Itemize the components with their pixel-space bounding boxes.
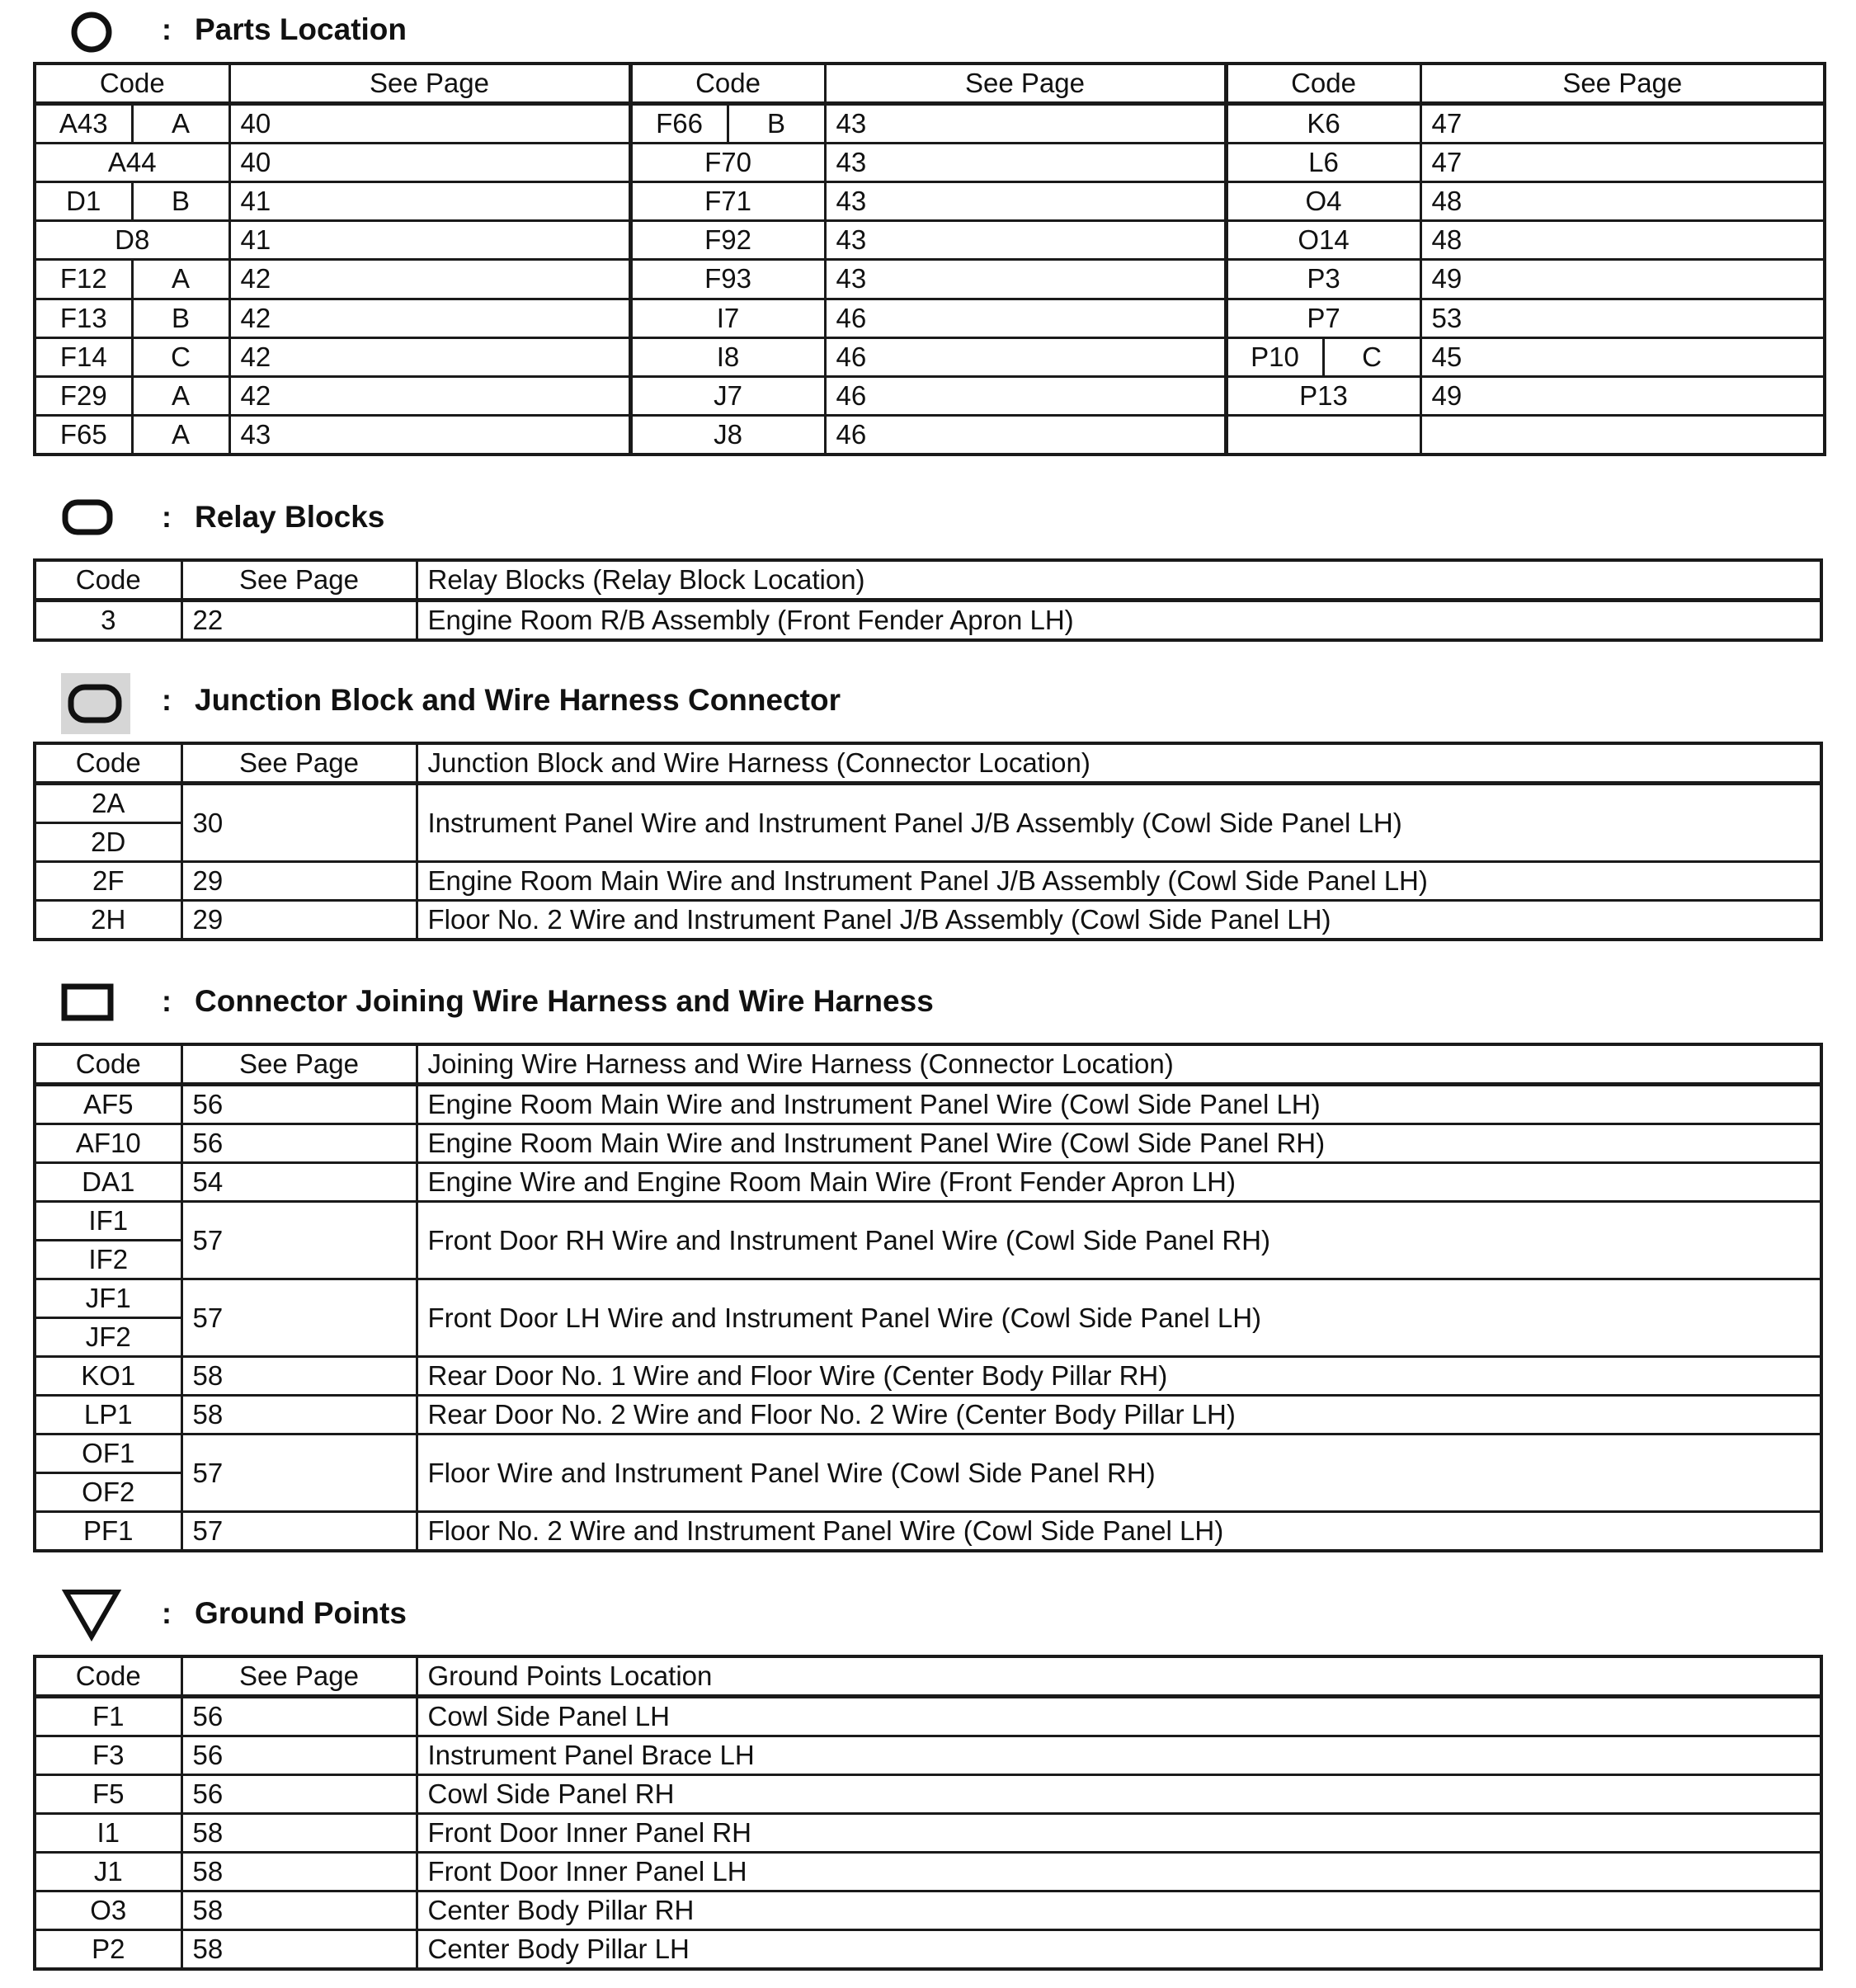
sub-code-cell: A <box>132 260 229 299</box>
table-row <box>35 260 1825 299</box>
page-cell: 49 <box>1420 260 1825 299</box>
page-cell: 58 <box>181 1357 417 1396</box>
code-cell: A43 <box>35 104 132 144</box>
table-row <box>35 299 1825 337</box>
column-header-code: Code <box>1226 64 1420 104</box>
code-cell: DA1 <box>35 1163 181 1202</box>
connector-joining-table <box>33 1043 1823 1552</box>
page-cell: 49 <box>1420 376 1825 415</box>
table-row <box>35 862 1821 901</box>
location-cell: Center Body Pillar RH <box>417 1891 1821 1930</box>
table-row <box>35 1891 1821 1930</box>
page-cell: 40 <box>229 144 630 182</box>
location-cell: Engine Room Main Wire and Instrument Panel Wire (Cowl Side Panel LH) <box>417 1085 1821 1124</box>
page-cell: 58 <box>181 1930 417 1970</box>
code-cell: I1 <box>35 1814 181 1853</box>
code-cell: 2A <box>35 784 181 823</box>
code-cell: F65 <box>35 415 132 455</box>
page-cell: 29 <box>181 862 417 901</box>
code-cell: F70 <box>630 144 825 182</box>
page-cell: 40 <box>229 104 630 144</box>
code-cell: J1 <box>35 1853 181 1891</box>
table-row <box>35 1512 1821 1552</box>
location-cell: Front Door Inner Panel LH <box>417 1853 1821 1891</box>
code-cell: OF1 <box>35 1434 181 1473</box>
code-cell: 3 <box>35 601 181 641</box>
column-header-location: Ground Points Location <box>417 1656 1821 1697</box>
table-row <box>35 182 1825 221</box>
page-cell: 56 <box>181 1085 417 1124</box>
table-row <box>35 1697 1821 1736</box>
column-header-see-page: See Page <box>825 64 1226 104</box>
code-cell: I7 <box>630 299 825 337</box>
page-cell: 57 <box>181 1434 417 1512</box>
code-cell <box>1226 415 1420 455</box>
code-cell: 2F <box>35 862 181 901</box>
table-row <box>35 221 1825 260</box>
code-cell: IF2 <box>35 1241 181 1279</box>
code-cell: P10 <box>1226 337 1323 376</box>
page-cell: 30 <box>181 784 417 862</box>
location-cell: Front Door RH Wire and Instrument Panel Wire (Cowl Side Panel RH) <box>417 1202 1821 1279</box>
table-row <box>35 601 1821 641</box>
column-header-code: Code <box>35 1656 181 1697</box>
code-cell: I8 <box>630 337 825 376</box>
page-cell: 57 <box>181 1202 417 1279</box>
table-row <box>35 1279 1821 1318</box>
column-header-see-page: See Page <box>229 64 630 104</box>
table-row <box>35 144 1825 182</box>
code-cell: P7 <box>1226 299 1420 337</box>
location-cell: Engine Wire and Engine Room Main Wire (Front Fender Apron LH) <box>417 1163 1821 1202</box>
section-colon: : <box>162 1596 172 1630</box>
table-row <box>35 1357 1821 1396</box>
page-cell: 29 <box>181 901 417 940</box>
ground-points-table <box>33 1655 1823 1971</box>
code-cell: OF2 <box>35 1473 181 1512</box>
column-header-code: Code <box>35 560 181 601</box>
sub-code-cell: C <box>132 337 229 376</box>
code-cell: F3 <box>35 1736 181 1775</box>
section-colon: : <box>162 984 172 1018</box>
page-cell: 47 <box>1420 144 1825 182</box>
page-cell: 41 <box>229 221 630 260</box>
table-row <box>35 1163 1821 1202</box>
location-cell: Instrument Panel Wire and Instrument Panel J/B Assembly (Cowl Side Panel LH) <box>417 784 1821 862</box>
table-row <box>35 1396 1821 1434</box>
page-cell: 46 <box>825 337 1226 376</box>
code-cell: F92 <box>630 221 825 260</box>
sub-code-cell: A <box>132 104 229 144</box>
column-header-location: Relay Blocks (Relay Block Location) <box>417 560 1821 601</box>
section-colon: : <box>162 683 172 717</box>
section-title: Relay Blocks <box>195 500 385 534</box>
page-cell: 56 <box>181 1124 417 1163</box>
code-cell: PF1 <box>35 1512 181 1552</box>
section-colon: : <box>162 12 172 46</box>
code-cell: AF5 <box>35 1085 181 1124</box>
code-cell: D1 <box>35 182 132 221</box>
location-cell: Engine Room Main Wire and Instrument Panel J/B Assembly (Cowl Side Panel LH) <box>417 862 1821 901</box>
page-cell: 47 <box>1420 104 1825 144</box>
code-cell: L6 <box>1226 144 1420 182</box>
table-row <box>35 1434 1821 1473</box>
location-cell: Center Body Pillar LH <box>417 1930 1821 1970</box>
column-header-location: Junction Block and Wire Harness (Connector Location) <box>417 743 1821 784</box>
location-cell: Cowl Side Panel RH <box>417 1775 1821 1814</box>
code-cell: O3 <box>35 1891 181 1930</box>
code-cell: JF1 <box>35 1279 181 1318</box>
location-cell: Engine Room R/B Assembly (Front Fender Apron LH) <box>417 601 1821 641</box>
column-header-code: Code <box>35 64 229 104</box>
page-cell: 43 <box>229 415 630 455</box>
location-cell: Floor Wire and Instrument Panel Wire (Cowl Side Panel RH) <box>417 1434 1821 1512</box>
page-cell: 45 <box>1420 337 1825 376</box>
sub-code-cell: B <box>728 104 825 144</box>
sub-code-cell: B <box>132 299 229 337</box>
code-cell: KO1 <box>35 1357 181 1396</box>
table-row <box>35 1124 1821 1163</box>
page-cell: 22 <box>181 601 417 641</box>
section-title: Junction Block and Wire Harness Connector <box>195 683 841 717</box>
sub-code-cell: B <box>132 182 229 221</box>
column-header-code: Code <box>35 743 181 784</box>
code-cell: 2H <box>35 901 181 940</box>
code-cell: F14 <box>35 337 132 376</box>
code-cell: F12 <box>35 260 132 299</box>
page-cell: 58 <box>181 1814 417 1853</box>
code-cell: A44 <box>35 144 229 182</box>
code-cell: JF2 <box>35 1318 181 1357</box>
section-colon: : <box>162 500 172 534</box>
table-row <box>35 1814 1821 1853</box>
code-cell: F66 <box>630 104 728 144</box>
code-cell: AF10 <box>35 1124 181 1163</box>
location-cell: Engine Room Main Wire and Instrument Panel Wire (Cowl Side Panel RH) <box>417 1124 1821 1163</box>
page-cell: 53 <box>1420 299 1825 337</box>
page-cell: 43 <box>825 221 1226 260</box>
table-row <box>35 1930 1821 1970</box>
table-row <box>35 104 1825 144</box>
code-cell: O4 <box>1226 182 1420 221</box>
page-cell: 43 <box>825 182 1226 221</box>
code-cell: P2 <box>35 1930 181 1970</box>
page-cell: 48 <box>1420 221 1825 260</box>
page-cell: 43 <box>825 260 1226 299</box>
code-cell: D8 <box>35 221 229 260</box>
parts-location-table <box>33 62 1826 456</box>
sub-code-cell: A <box>132 376 229 415</box>
section-title: Parts Location <box>195 12 407 46</box>
code-cell: F29 <box>35 376 132 415</box>
page-cell: 42 <box>229 299 630 337</box>
page-cell: 58 <box>181 1853 417 1891</box>
location-cell: Cowl Side Panel LH <box>417 1697 1821 1736</box>
page-cell: 46 <box>825 299 1226 337</box>
page-cell: 46 <box>825 415 1226 455</box>
code-cell: J8 <box>630 415 825 455</box>
page-cell: 42 <box>229 260 630 299</box>
table-row <box>35 1853 1821 1891</box>
code-cell: P3 <box>1226 260 1420 299</box>
code-cell: K6 <box>1226 104 1420 144</box>
sub-code-cell: A <box>132 415 229 455</box>
table-row <box>35 784 1821 823</box>
circle-icon <box>69 10 114 54</box>
table-row <box>35 1775 1821 1814</box>
code-cell: LP1 <box>35 1396 181 1434</box>
location-cell: Front Door Inner Panel RH <box>417 1814 1821 1853</box>
table-row <box>35 415 1825 455</box>
junction-block-table <box>33 742 1823 941</box>
page-cell: 58 <box>181 1891 417 1930</box>
column-header-code: Code <box>630 64 825 104</box>
page-cell: 43 <box>825 144 1226 182</box>
sub-code-cell: C <box>1323 337 1420 376</box>
column-header-see-page: See Page <box>1420 64 1825 104</box>
code-cell: F5 <box>35 1775 181 1814</box>
page-cell: 46 <box>825 376 1226 415</box>
code-cell: 2D <box>35 823 181 862</box>
page-cell: 57 <box>181 1512 417 1552</box>
page-cell: 56 <box>181 1697 417 1736</box>
table-row <box>35 337 1825 376</box>
code-cell: O14 <box>1226 221 1420 260</box>
page-cell: 42 <box>229 376 630 415</box>
page-cell: 56 <box>181 1736 417 1775</box>
location-cell: Front Door LH Wire and Instrument Panel Wire (Cowl Side Panel LH) <box>417 1279 1821 1357</box>
table-row <box>35 1085 1821 1124</box>
rounded-rect-icon <box>61 498 114 536</box>
table-row <box>35 1202 1821 1241</box>
location-cell: Floor No. 2 Wire and Instrument Panel J/B Assembly (Cowl Side Panel LH) <box>417 901 1821 940</box>
page-cell: 43 <box>825 104 1226 144</box>
page-cell: 58 <box>181 1396 417 1434</box>
code-cell: P13 <box>1226 376 1420 415</box>
page-cell: 41 <box>229 182 630 221</box>
page-cell <box>1420 415 1825 455</box>
code-cell: J7 <box>630 376 825 415</box>
column-header-code: Code <box>35 1044 181 1085</box>
table-row <box>35 901 1821 940</box>
relay-blocks-table <box>33 558 1823 642</box>
code-cell: F71 <box>630 182 825 221</box>
table-row <box>35 376 1825 415</box>
column-header-see-page: See Page <box>181 560 417 601</box>
column-header-see-page: See Page <box>181 1044 417 1085</box>
page-cell: 57 <box>181 1279 417 1357</box>
code-cell: F1 <box>35 1697 181 1736</box>
column-header-see-page: See Page <box>181 743 417 784</box>
table-row <box>35 1736 1821 1775</box>
column-header-location: Joining Wire Harness and Wire Harness (Connector Location) <box>417 1044 1821 1085</box>
section-title: Connector Joining Wire Harness and Wire Harness <box>195 984 934 1018</box>
page-cell: 54 <box>181 1163 417 1202</box>
page-cell: 56 <box>181 1775 417 1814</box>
location-cell: Rear Door No. 1 Wire and Floor Wire (Center Body Pillar RH) <box>417 1357 1821 1396</box>
triangle-icon <box>61 1587 122 1642</box>
code-cell: IF1 <box>35 1202 181 1241</box>
code-cell: F13 <box>35 299 132 337</box>
location-cell: Floor No. 2 Wire and Instrument Panel Wire (Cowl Side Panel LH) <box>417 1512 1821 1552</box>
location-cell: Instrument Panel Brace LH <box>417 1736 1821 1775</box>
section-title: Ground Points <box>195 1596 407 1630</box>
code-cell: F93 <box>630 260 825 299</box>
location-cell: Rear Door No. 2 Wire and Floor No. 2 Wire (Center Body Pillar LH) <box>417 1396 1821 1434</box>
page-cell: 48 <box>1420 182 1825 221</box>
shaded-rounded-rect-icon <box>61 673 130 734</box>
column-header-see-page: See Page <box>181 1656 417 1697</box>
square-rect-icon <box>61 983 114 1021</box>
page-cell: 42 <box>229 337 630 376</box>
